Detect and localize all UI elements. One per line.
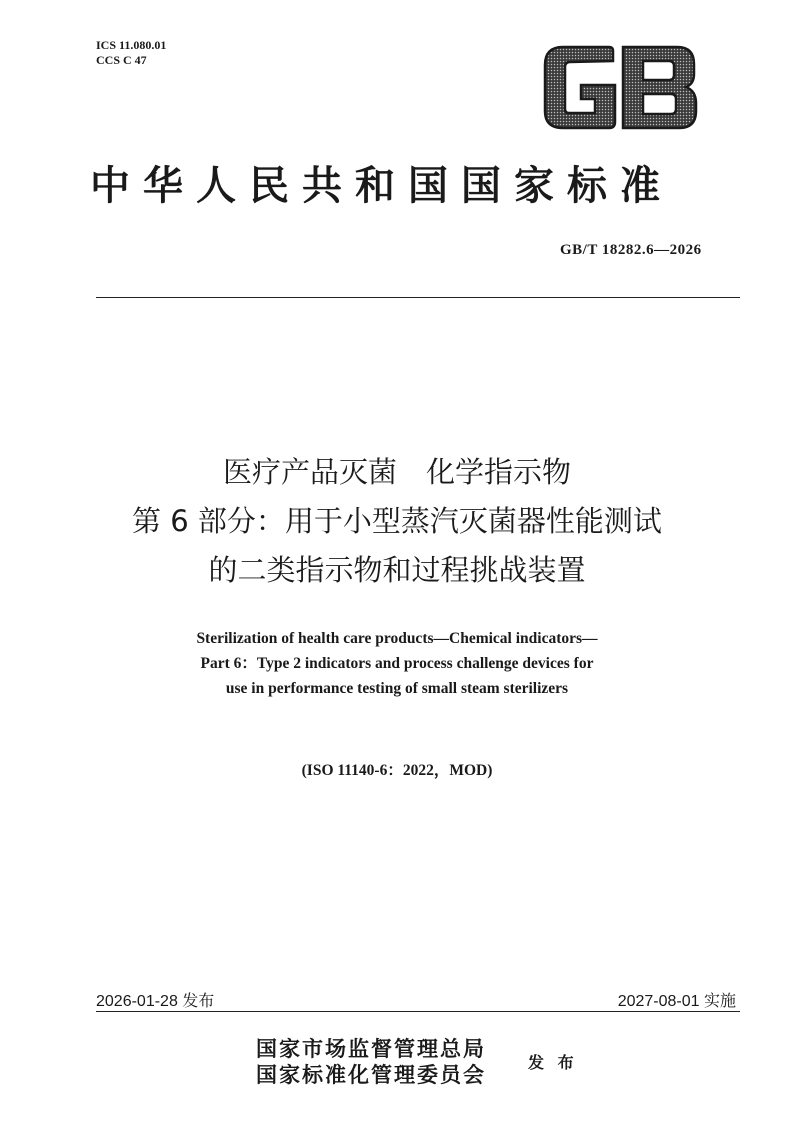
gb-logo-g-glyph	[545, 47, 615, 128]
issue-date: 2026-01-28 发布	[96, 993, 215, 1010]
gb-logo	[541, 45, 698, 130]
chinese-title-line-2: 第 6 部分：用于小型蒸汽灭菌器性能测试	[132, 504, 662, 538]
national-standard-title: 中华人民共和国国家标准	[90, 163, 673, 209]
publish-label: 发 布	[528, 1053, 578, 1072]
gb-logo-b-glyph	[623, 47, 696, 128]
ics-code: ICS 11.080.01	[96, 38, 167, 52]
chinese-title-line-3: 的二类指示物和过程挑战装置	[208, 553, 586, 587]
iso-reference: (ISO 11140-6：2022，MOD)	[301, 762, 493, 779]
classification-codes	[96, 38, 166, 68]
english-title	[0, 626, 794, 701]
english-title-line-1: Sterilization of health care products—Chemical indicators—	[196, 630, 598, 647]
english-title-line-2: Part 6：Type 2 indicators and process challenge devices for	[200, 655, 594, 672]
bottom-divider	[96, 1011, 740, 1012]
standard-number: GB/T 18282.6—2026	[560, 242, 702, 258]
top-divider	[96, 297, 740, 298]
chinese-title	[0, 448, 794, 595]
ccs-code: CCS C 47	[96, 53, 147, 67]
chinese-title-line-1: 医疗产品灭菌 化学指示物	[222, 455, 571, 489]
publisher-sac: 国家标准化管理委员会	[256, 1062, 486, 1087]
publishers	[256, 1036, 486, 1088]
english-title-line-3: use in performance testing of small steam sterilizers	[225, 680, 569, 697]
publisher-samr: 国家市场监督管理总局	[256, 1036, 486, 1061]
implementation-date: 2027-08-01 实施	[617, 993, 736, 1010]
